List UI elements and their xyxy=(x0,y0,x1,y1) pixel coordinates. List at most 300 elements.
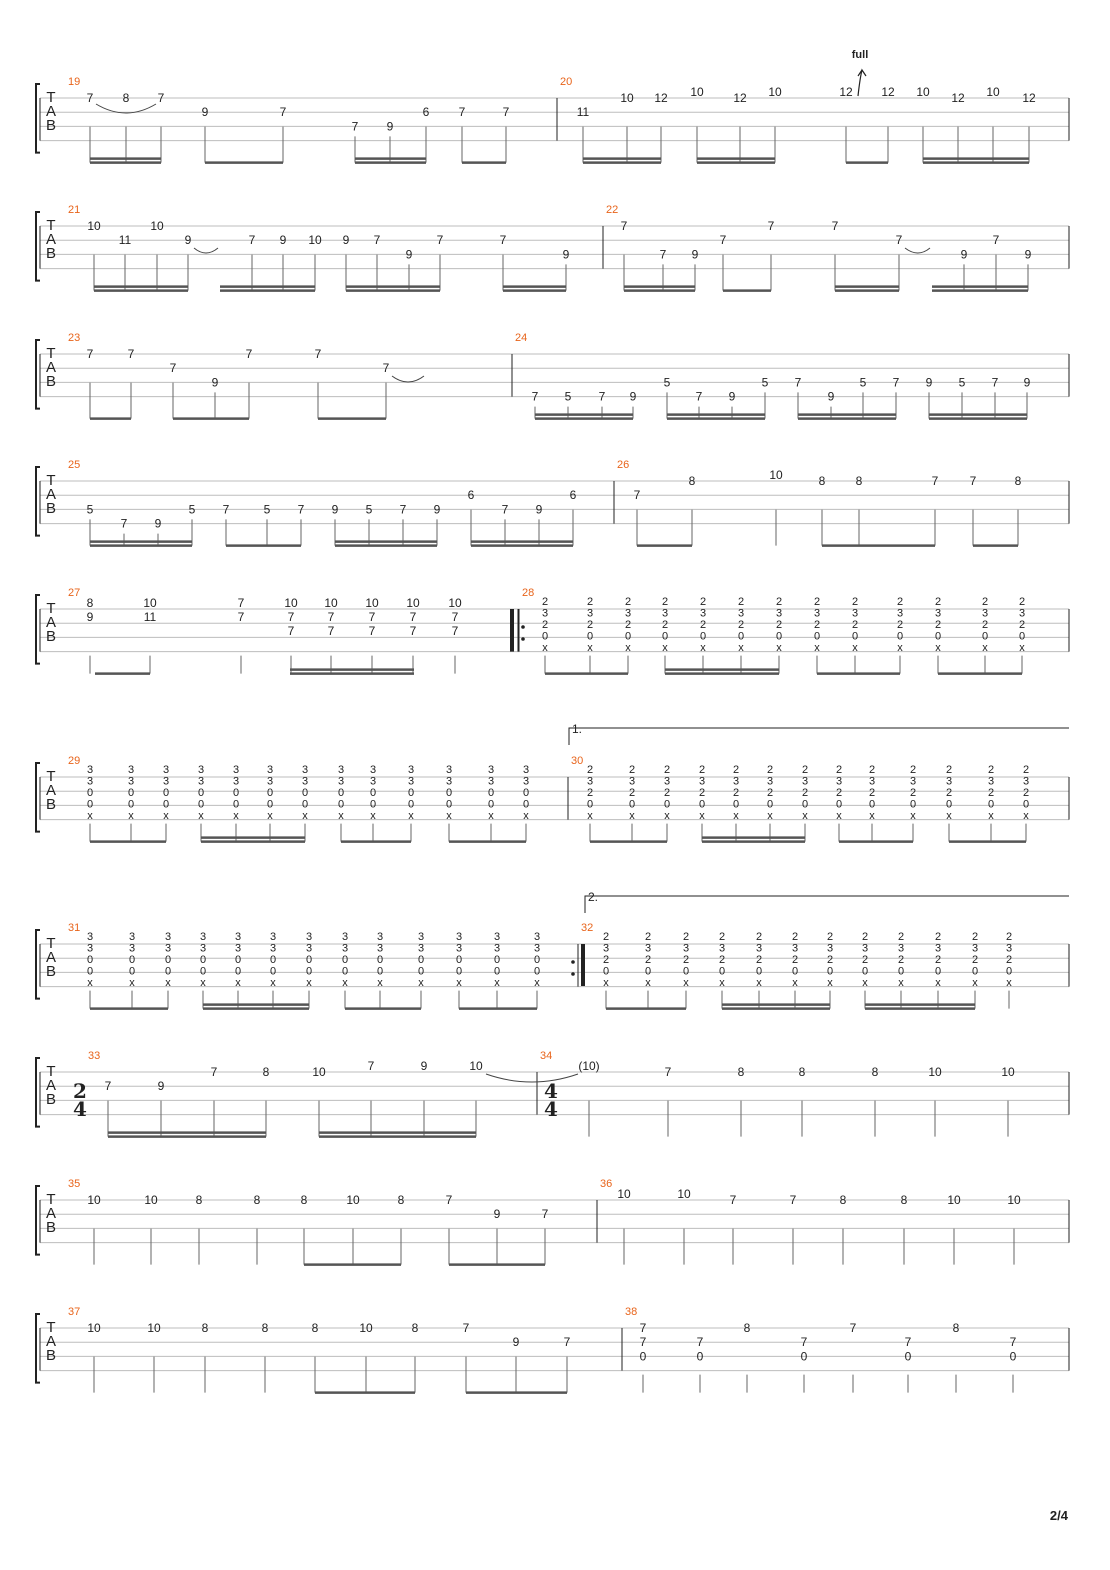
chord-fret: 2 xyxy=(987,764,995,776)
chord-fret: 0 xyxy=(301,798,309,811)
chord-fret: 0 xyxy=(945,798,953,811)
chord-fret: x xyxy=(683,977,689,989)
fret-number: 5 xyxy=(958,375,966,390)
fret-number: 10 xyxy=(1007,1193,1021,1207)
tab-clef-letter: A xyxy=(45,1205,57,1222)
chord-fret: 3 xyxy=(791,942,799,955)
fret-number: 7 xyxy=(248,233,256,248)
measure-number: 21 xyxy=(68,204,81,216)
system-bracket xyxy=(36,595,40,664)
fret-number: 7 xyxy=(633,488,641,503)
measure-number: 26 xyxy=(617,459,630,471)
fret-number: 7 xyxy=(127,347,135,361)
chord-fret: x xyxy=(897,642,903,654)
fret-number: 7 xyxy=(287,624,295,638)
chord-fret: 0 xyxy=(417,954,425,966)
chord-fret: 2 xyxy=(663,787,671,799)
chord-fret: 0 xyxy=(86,798,94,811)
chord-fret: 0 xyxy=(455,965,463,978)
chord-fret: 2 xyxy=(586,764,594,776)
fret-number: 8 xyxy=(311,1321,319,1335)
chord-fret: 3 xyxy=(301,764,309,776)
fret-number: 7 xyxy=(969,474,977,488)
chord-fret: 3 xyxy=(909,775,917,788)
fret-number: 7 xyxy=(696,1335,704,1350)
fret-number: 8 xyxy=(411,1321,419,1335)
fret-number: 7 xyxy=(351,119,359,134)
system-bracket xyxy=(36,1058,40,1127)
chord-fret: 3 xyxy=(861,942,869,955)
chord-fret: 3 xyxy=(801,775,809,788)
chord-fret: x xyxy=(488,810,494,822)
chord-fret: x xyxy=(792,977,798,989)
chord-fret: 0 xyxy=(234,954,242,966)
fret-number: 5 xyxy=(188,502,196,517)
time-signature-bottom: 4 xyxy=(73,1097,87,1121)
fret-number: 7 xyxy=(831,219,839,233)
chord-fret: 3 xyxy=(127,775,135,788)
fret-number: 9 xyxy=(433,502,441,517)
chord-fret: x xyxy=(233,810,239,822)
fret-number: 5 xyxy=(761,375,769,390)
chord-fret: 0 xyxy=(199,954,207,966)
chord-fret: 3 xyxy=(197,764,205,776)
chord-fret: x xyxy=(1006,977,1012,989)
chord-fret: 2 xyxy=(1022,787,1030,799)
fret-number: 10 xyxy=(150,219,164,233)
chord-fret: 0 xyxy=(369,798,377,811)
chord-fret: 0 xyxy=(934,965,942,978)
fret-number: 7 xyxy=(210,1065,218,1079)
chord-fret: 3 xyxy=(128,931,136,943)
chord-fret: x xyxy=(733,810,739,822)
fret-number: 7 xyxy=(729,1193,737,1207)
chord-fret: 2 xyxy=(897,931,905,943)
fret-number: 8 xyxy=(397,1193,405,1207)
chord-fret: 2 xyxy=(1018,619,1026,631)
chord-fret: 3 xyxy=(644,942,652,955)
chord-fret: 3 xyxy=(813,607,821,620)
fret-number: 10 xyxy=(916,85,930,99)
chord-fret: x xyxy=(129,977,135,989)
fret-number: 7 xyxy=(849,1321,857,1335)
tab-clef-letter: B xyxy=(45,1091,57,1108)
chord-fret: 3 xyxy=(628,775,636,788)
tab-clef-letter: B xyxy=(45,373,57,390)
chord-fret: 0 xyxy=(369,787,377,799)
chord-fret: 0 xyxy=(269,954,277,966)
bend-arrow xyxy=(858,70,866,96)
fret-number: 7 xyxy=(531,389,539,404)
fret-number: 9 xyxy=(157,1079,165,1094)
chord-fret: 2 xyxy=(737,619,745,631)
fret-number: 7 xyxy=(382,361,390,376)
chord-fret: x xyxy=(267,810,273,822)
chord-fret: 3 xyxy=(445,775,453,788)
chord-fret: 3 xyxy=(266,775,274,788)
chord-fret: 0 xyxy=(232,787,240,799)
chord-fret: x xyxy=(699,810,705,822)
chord-fret: 0 xyxy=(897,965,905,978)
chord-fret: 2 xyxy=(718,931,726,943)
tab-clef-letter: A xyxy=(45,949,57,966)
chord-fret: 0 xyxy=(533,954,541,966)
chord-fret: 0 xyxy=(266,787,274,799)
chord-fret: 0 xyxy=(826,965,834,978)
chord-fret: 2 xyxy=(835,764,843,776)
chord-fret: 3 xyxy=(232,775,240,788)
chord-fret: 0 xyxy=(813,630,821,643)
chord-fret: 2 xyxy=(699,619,707,631)
chord-fret: 2 xyxy=(934,931,942,943)
chord-fret: 2 xyxy=(775,619,783,631)
chord-fret: 2 xyxy=(624,619,632,631)
chord-fret: x xyxy=(625,642,631,654)
chord-fret: 3 xyxy=(266,764,274,776)
chord-fret: 2 xyxy=(602,931,610,943)
fret-number: 10 xyxy=(947,1193,961,1207)
fret-number: 10 xyxy=(324,596,338,610)
fret-number: 9 xyxy=(342,233,350,248)
tab-clef-letter: T xyxy=(46,472,56,489)
chord-fret: 0 xyxy=(487,798,495,811)
chord-fret: 2 xyxy=(813,619,821,631)
measure-number: 32 xyxy=(581,922,594,934)
chord-fret: 2 xyxy=(791,954,799,966)
fret-number: 10 xyxy=(928,1065,942,1079)
chord-fret: 0 xyxy=(337,798,345,811)
chord-fret: 3 xyxy=(407,775,415,788)
chord-fret: 0 xyxy=(766,798,774,811)
chord-fret: 3 xyxy=(232,764,240,776)
chord-fret: 2 xyxy=(934,954,942,966)
fret-number: 7 xyxy=(368,624,376,638)
chord-fret: x xyxy=(852,642,858,654)
fret-number: 8 xyxy=(688,474,696,488)
chord-fret: x xyxy=(377,977,383,989)
tab-clef-letter: A xyxy=(45,231,57,248)
chord-fret: 0 xyxy=(445,798,453,811)
chord-fret: x xyxy=(342,977,348,989)
fret-number: 7 xyxy=(399,502,407,517)
chord-fret: 2 xyxy=(897,954,905,966)
chord-fret: x xyxy=(869,810,875,822)
chord-fret: 0 xyxy=(487,787,495,799)
fret-number: 9 xyxy=(279,233,287,248)
chord-fret: 0 xyxy=(661,630,669,643)
measure-number: 25 xyxy=(68,459,81,471)
chord-fret: 2 xyxy=(698,764,706,776)
chord-fret: x xyxy=(862,977,868,989)
measure-number: 19 xyxy=(68,76,81,88)
chord-fret: 2 xyxy=(766,764,774,776)
fret-number: 9 xyxy=(691,247,699,262)
fret-number: 8 xyxy=(855,474,863,488)
chord-fret: 3 xyxy=(199,931,207,943)
repeat-dot xyxy=(521,637,525,641)
fret-number: 0 xyxy=(696,1349,704,1364)
chord-fret: 2 xyxy=(981,619,989,631)
fret-number: 10 xyxy=(284,596,298,610)
chord-fret: 2 xyxy=(801,787,809,799)
chord-fret: 3 xyxy=(699,607,707,620)
fret-number: 10 xyxy=(346,1193,360,1207)
chord-fret: 2 xyxy=(971,954,979,966)
chord-fret: 2 xyxy=(682,931,690,943)
fret-number: 8 xyxy=(798,1065,806,1079)
chord-fret: 2 xyxy=(896,596,904,608)
fret-number: 9 xyxy=(629,389,637,404)
chord-fret: 0 xyxy=(699,630,707,643)
fret-number: 6 xyxy=(569,488,577,503)
chord-fret: 2 xyxy=(644,931,652,943)
chord-fret: 0 xyxy=(86,965,94,978)
chord-fret: 2 xyxy=(586,596,594,608)
chord-fret: 2 xyxy=(801,764,809,776)
tie xyxy=(194,248,218,253)
chord-fret: 0 xyxy=(644,965,652,978)
tie xyxy=(905,248,930,253)
chord-fret: 0 xyxy=(851,630,859,643)
chord-fret: 0 xyxy=(128,954,136,966)
fret-number: 9 xyxy=(512,1335,520,1350)
chord-fret: 2 xyxy=(791,931,799,943)
chord-fret: 2 xyxy=(644,954,652,966)
chord-fret: 0 xyxy=(1018,630,1026,643)
chord-fret: 3 xyxy=(981,607,989,620)
repeat-dot xyxy=(571,960,575,964)
chord-fret: 3 xyxy=(971,942,979,955)
tab-clef-letter: B xyxy=(45,628,57,645)
fret-number: 9 xyxy=(728,389,736,404)
chord-fret: 3 xyxy=(269,942,277,955)
fret-number: 8 xyxy=(262,1065,270,1079)
fret-number: 7 xyxy=(695,389,703,404)
tab-clef-letter: T xyxy=(46,89,56,106)
fret-number: 7 xyxy=(789,1193,797,1207)
chord-fret: 2 xyxy=(541,619,549,631)
chord-fret: 3 xyxy=(1022,775,1030,788)
tab-clef-letter: T xyxy=(46,600,56,617)
fret-number: 7 xyxy=(800,1335,808,1350)
tab-clef-letter: T xyxy=(46,345,56,362)
chord-fret: x xyxy=(898,977,904,989)
fret-number: 7 xyxy=(237,610,245,624)
fret-number: 7 xyxy=(620,219,628,233)
chord-fret: 2 xyxy=(718,954,726,966)
fret-number: 10 xyxy=(359,1321,373,1335)
chord-fret: 0 xyxy=(775,630,783,643)
chord-fret: 3 xyxy=(698,775,706,788)
chord-fret: x xyxy=(935,642,941,654)
fret-number: 7 xyxy=(598,389,606,404)
chord-fret: 0 xyxy=(376,965,384,978)
chord-fret: 3 xyxy=(86,942,94,955)
measure-number: 22 xyxy=(606,204,619,216)
chord-fret: x xyxy=(946,810,952,822)
tab-clef-letter: B xyxy=(45,117,57,134)
fret-number: 8 xyxy=(952,1321,960,1335)
chord-fret: 2 xyxy=(1005,931,1013,943)
chord-fret: x xyxy=(128,810,134,822)
chord-fret: x xyxy=(910,810,916,822)
chord-fret: 0 xyxy=(417,965,425,978)
fret-number: 7 xyxy=(892,375,900,390)
chord-fret: x xyxy=(719,977,725,989)
chord-fret: 3 xyxy=(586,775,594,788)
chord-fret: 0 xyxy=(455,954,463,966)
fret-number: 10 xyxy=(308,233,322,248)
chord-fret: 0 xyxy=(896,630,904,643)
fret-number: 7 xyxy=(563,1335,571,1350)
chord-fret: 3 xyxy=(341,942,349,955)
measure-number: 31 xyxy=(68,922,81,934)
fret-number: 9 xyxy=(405,247,413,262)
fret-number: 10 xyxy=(448,596,462,610)
chord-fret: 3 xyxy=(826,942,834,955)
chord-fret: 2 xyxy=(896,619,904,631)
chord-fret: 0 xyxy=(718,965,726,978)
chord-fret: 2 xyxy=(945,764,953,776)
chord-fret: 3 xyxy=(417,942,425,955)
chord-fret: 0 xyxy=(755,965,763,978)
tab-clef-letter: A xyxy=(45,486,57,503)
chord-fret: 0 xyxy=(232,798,240,811)
fret-number: 7 xyxy=(237,596,245,610)
chord-fret: 3 xyxy=(305,942,313,955)
tab-clef-letter: B xyxy=(45,1219,57,1236)
fret-number: 7 xyxy=(767,219,775,233)
tab-clef-letter: A xyxy=(45,103,57,120)
fret-number: 9 xyxy=(154,516,162,531)
chord-fret: 3 xyxy=(897,942,905,955)
chord-fret: 2 xyxy=(586,787,594,799)
fret-number: 10 xyxy=(87,1321,101,1335)
chord-fret: 3 xyxy=(376,942,384,955)
fret-number: 7 xyxy=(931,474,939,488)
tab-clef-letter: A xyxy=(45,614,57,631)
chord-fret: 3 xyxy=(682,942,690,955)
fret-number: 7 xyxy=(279,105,287,120)
fret-number: 7 xyxy=(327,610,335,624)
chord-fret: x xyxy=(767,810,773,822)
fret-number: 9 xyxy=(386,119,394,134)
fret-number: 0 xyxy=(639,1349,647,1364)
fret-number: 9 xyxy=(827,389,835,404)
chord-fret: 3 xyxy=(586,607,594,620)
chord-fret: 2 xyxy=(826,954,834,966)
tab-clef-letter: A xyxy=(45,359,57,376)
chord-fret: 0 xyxy=(445,787,453,799)
fret-number: 7 xyxy=(904,1335,912,1350)
fret-number: 0 xyxy=(800,1349,808,1364)
chord-fret: 0 xyxy=(981,630,989,643)
fret-number: 11 xyxy=(118,233,132,248)
chord-fret: 3 xyxy=(199,942,207,955)
chord-fret: 0 xyxy=(1005,965,1013,978)
fret-number: 12 xyxy=(654,91,668,105)
fret-number: 11 xyxy=(143,610,157,624)
tab-clef-letter: A xyxy=(45,1333,57,1350)
fret-number: 5 xyxy=(663,375,671,390)
fret-number: 7 xyxy=(502,105,510,120)
chord-fret: 3 xyxy=(718,942,726,955)
system-bracket xyxy=(36,212,40,281)
fret-number: 10 xyxy=(690,85,704,99)
fret-number: 12 xyxy=(839,85,853,99)
chord-fret: 2 xyxy=(732,764,740,776)
chord-fret: 3 xyxy=(934,942,942,955)
fret-number: 7 xyxy=(104,1079,112,1094)
chord-fret: 2 xyxy=(682,954,690,966)
chord-fret: 2 xyxy=(945,787,953,799)
fret-number: 8 xyxy=(253,1193,261,1207)
fret-number: 8 xyxy=(871,1065,879,1079)
chord-fret: 3 xyxy=(522,764,530,776)
chord-fret: 0 xyxy=(861,965,869,978)
repeat-dot xyxy=(521,625,525,629)
chord-fret: 3 xyxy=(533,942,541,955)
fret-number: 7 xyxy=(86,91,94,105)
chord-fret: 2 xyxy=(861,954,869,966)
fret-number: 10 xyxy=(1001,1065,1015,1079)
fret-number: 7 xyxy=(245,347,253,361)
system-bracket xyxy=(36,763,40,832)
chord-fret: 2 xyxy=(661,596,669,608)
fret-number: 7 xyxy=(719,233,727,248)
chord-fret: 0 xyxy=(493,954,501,966)
tie xyxy=(486,1074,578,1082)
fret-number: 7 xyxy=(794,375,802,390)
chord-fret: 3 xyxy=(896,607,904,620)
chord-fret: x xyxy=(306,977,312,989)
chord-fret: 2 xyxy=(661,619,669,631)
chord-fret: 2 xyxy=(1005,954,1013,966)
chord-fret: 0 xyxy=(522,798,530,811)
chord-fret: 3 xyxy=(445,764,453,776)
fret-number: 7 xyxy=(120,516,128,531)
chord-fret: 2 xyxy=(934,619,942,631)
measure-number: 29 xyxy=(68,755,81,767)
fret-number: 7 xyxy=(992,233,1000,248)
chord-fret: 0 xyxy=(127,787,135,799)
measure-number: 28 xyxy=(522,587,535,599)
fret-number: 6 xyxy=(422,105,430,120)
chord-fret: 3 xyxy=(541,607,549,620)
chord-fret: 3 xyxy=(755,942,763,955)
chord-fret: 0 xyxy=(234,965,242,978)
chord-fret: 3 xyxy=(487,764,495,776)
chord-fret: 0 xyxy=(533,965,541,978)
chord-fret: 0 xyxy=(801,798,809,811)
fret-number: 7 xyxy=(409,610,417,624)
fret-number: 7 xyxy=(297,502,305,517)
fret-number: 9 xyxy=(1023,375,1031,390)
chord-fret: x xyxy=(603,977,609,989)
time-signature-bottom: 4 xyxy=(544,1097,558,1121)
fret-number: 10 xyxy=(365,596,379,610)
system-bracket xyxy=(36,1314,40,1383)
fret-number: 9 xyxy=(86,610,94,624)
chord-fret: 2 xyxy=(755,931,763,943)
chord-fret: 3 xyxy=(86,775,94,788)
chord-fret: 3 xyxy=(493,931,501,943)
chord-fret: 3 xyxy=(934,607,942,620)
volta-label: 1. xyxy=(572,722,583,736)
chord-fret: 0 xyxy=(337,787,345,799)
tab-clef-letter: B xyxy=(45,1347,57,1364)
fret-number: 7 xyxy=(373,233,381,248)
